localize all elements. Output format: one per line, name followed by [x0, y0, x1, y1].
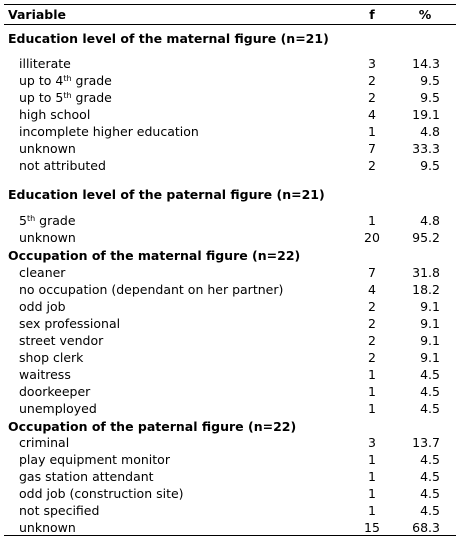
row-frequency: 3 — [368, 56, 376, 71]
row-percentage: 9.1 — [420, 350, 440, 365]
table-row — [0, 434, 460, 451]
row-percentage: 9.5 — [420, 90, 440, 105]
section-title-text: Education level of the maternal figure (n=21) — [8, 31, 329, 46]
row-percentage: 9.1 — [420, 316, 440, 331]
row-label-text: shop clerk — [19, 350, 84, 365]
section-title-text: Occupation of the paternal figure (n=22) — [8, 419, 297, 434]
row-label — [19, 229, 76, 246]
row-label — [19, 55, 71, 72]
row-frequency: 2 — [368, 299, 376, 314]
row-label-text: up to 5 — [19, 90, 64, 105]
table-row — [0, 140, 460, 157]
row-percentage: 4.8 — [420, 124, 440, 139]
row-frequency: 1 — [368, 503, 376, 518]
row-label-text: incomplete higher education — [19, 124, 199, 139]
row-label — [19, 332, 103, 349]
header-f: f — [369, 7, 375, 22]
row-label — [19, 519, 76, 536]
row-label-text: criminal — [19, 435, 70, 450]
row-frequency: 2 — [368, 158, 376, 173]
row-label-text: unemployed — [19, 401, 97, 416]
row-label-text: not specified — [19, 503, 100, 518]
table-row — [0, 55, 460, 72]
row-label — [19, 315, 120, 332]
section-title — [0, 418, 460, 435]
row-label — [19, 281, 283, 298]
table-header-row — [0, 6, 460, 23]
row-label-text: unknown — [19, 230, 76, 245]
row-label-text: unknown — [19, 141, 76, 156]
row-percentage: 9.5 — [420, 73, 440, 88]
header-pct: % — [418, 7, 432, 22]
row-label-suffix: grade — [71, 90, 112, 105]
row-label — [19, 468, 154, 485]
section-title — [0, 30, 460, 47]
row-label — [19, 451, 170, 468]
row-label-text: waitress — [19, 367, 71, 382]
row-frequency: 4 — [368, 107, 376, 122]
row-frequency: 15 — [364, 520, 380, 535]
section-title — [0, 186, 460, 203]
top-rule — [4, 4, 456, 5]
row-frequency: 2 — [368, 333, 376, 348]
row-percentage: 4.5 — [420, 384, 440, 399]
table-row — [0, 451, 460, 468]
row-percentage: 4.5 — [420, 503, 440, 518]
row-label-text: play equipment monitor — [19, 452, 170, 467]
table-row — [0, 349, 460, 366]
row-label — [19, 72, 112, 89]
table-row — [0, 123, 460, 140]
row-label — [19, 212, 76, 229]
table-row — [0, 106, 460, 123]
row-label — [19, 298, 66, 315]
row-label — [19, 383, 90, 400]
row-frequency: 3 — [368, 435, 376, 450]
row-label-superscript: th — [26, 214, 36, 223]
row-frequency: 2 — [368, 73, 376, 88]
row-label-text: unknown — [19, 520, 76, 535]
table-row — [0, 229, 460, 246]
row-label-text: odd job (construction site) — [19, 486, 184, 501]
row-percentage: 13.7 — [412, 435, 440, 450]
row-percentage: 31.8 — [412, 265, 440, 280]
row-label-text: gas station attendant — [19, 469, 154, 484]
table-row — [0, 89, 460, 106]
row-frequency: 1 — [368, 401, 376, 416]
row-percentage: 9.1 — [420, 333, 440, 348]
row-frequency: 20 — [364, 230, 380, 245]
row-label-text: up to 4 — [19, 73, 64, 88]
table-row — [0, 366, 460, 383]
row-frequency: 1 — [368, 452, 376, 467]
table-row — [0, 264, 460, 281]
table-row — [0, 281, 460, 298]
table-row — [0, 485, 460, 502]
section-title-text: Education level of the paternal figure (n=21) — [8, 187, 325, 202]
row-label — [19, 400, 97, 417]
row-percentage: 4.8 — [420, 213, 440, 228]
row-label-suffix: grade — [35, 213, 76, 228]
table-row — [0, 502, 460, 519]
row-frequency: 2 — [368, 316, 376, 331]
row-frequency: 2 — [368, 90, 376, 105]
table-row — [0, 519, 460, 536]
row-label-text: sex professional — [19, 316, 121, 331]
table-row — [0, 298, 460, 315]
row-label — [19, 485, 184, 502]
row-percentage: 4.5 — [420, 401, 440, 416]
row-percentage: 95.2 — [412, 230, 440, 245]
row-label-text: illiterate — [19, 56, 71, 71]
row-frequency: 1 — [368, 384, 376, 399]
row-percentage: 9.1 — [420, 299, 440, 314]
table-row — [0, 332, 460, 349]
section-title-text: Occupation of the maternal figure (n=22) — [8, 248, 301, 263]
row-frequency: 1 — [368, 469, 376, 484]
row-label — [19, 434, 69, 451]
row-label-text: 5 — [19, 213, 27, 228]
row-label — [19, 349, 83, 366]
row-frequency: 4 — [368, 282, 376, 297]
bottom-rule — [4, 535, 456, 536]
table-row — [0, 383, 460, 400]
row-percentage: 4.5 — [420, 486, 440, 501]
row-frequency: 7 — [368, 265, 376, 280]
row-label — [19, 140, 76, 157]
row-label-text: street vendor — [19, 333, 104, 348]
table-row — [0, 212, 460, 229]
row-percentage: 4.5 — [420, 367, 440, 382]
row-percentage: 18.2 — [412, 282, 440, 297]
row-label-text: high school — [19, 107, 91, 122]
row-label-text: odd job — [19, 299, 66, 314]
row-label-superscript: th — [63, 91, 72, 100]
table-row — [0, 468, 460, 485]
header-variable: Variable — [8, 7, 67, 22]
row-percentage: 9.5 — [420, 158, 440, 173]
table-row — [0, 72, 460, 89]
row-label-text: not attributed — [19, 158, 106, 173]
row-frequency: 1 — [368, 213, 376, 228]
row-label — [19, 123, 199, 140]
row-label-text: no occupation (dependant on her partner) — [19, 282, 284, 297]
row-frequency: 1 — [368, 124, 376, 139]
header-rule — [4, 24, 456, 25]
row-percentage: 68.3 — [412, 520, 440, 535]
section-title — [0, 247, 460, 264]
row-frequency: 2 — [368, 350, 376, 365]
row-frequency: 1 — [368, 486, 376, 501]
row-percentage: 19.1 — [412, 107, 440, 122]
row-label — [19, 89, 112, 106]
row-label — [19, 502, 99, 519]
table-row — [0, 157, 460, 174]
row-percentage: 4.5 — [420, 469, 440, 484]
table-row — [0, 315, 460, 332]
row-label-text: doorkeeper — [19, 384, 91, 399]
row-label — [19, 157, 106, 174]
row-label — [19, 106, 90, 123]
row-label-superscript: th — [63, 74, 72, 83]
table-row — [0, 400, 460, 417]
row-frequency: 1 — [368, 367, 376, 382]
row-percentage: 14.3 — [412, 56, 440, 71]
row-label — [19, 366, 71, 383]
row-label-suffix: grade — [71, 73, 112, 88]
row-percentage: 33.3 — [412, 141, 440, 156]
row-label — [19, 264, 65, 281]
row-frequency: 7 — [368, 141, 376, 156]
row-percentage: 4.5 — [420, 452, 440, 467]
row-label-text: cleaner — [19, 265, 66, 280]
